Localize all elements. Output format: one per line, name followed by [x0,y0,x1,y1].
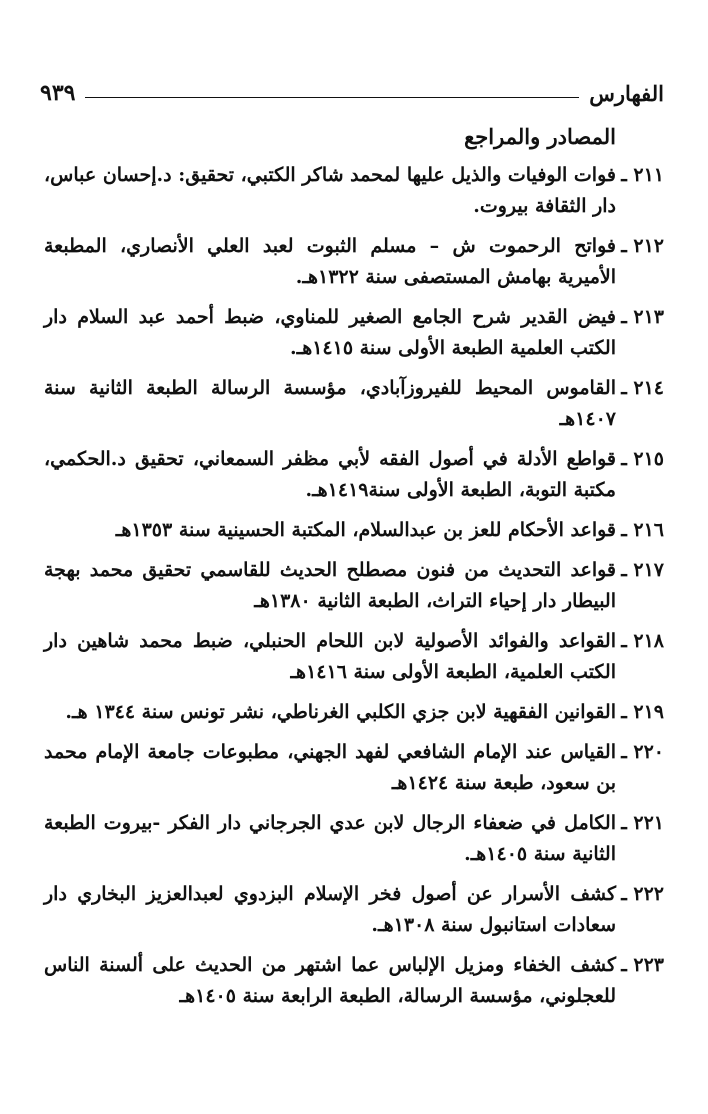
reference-entry [44,373,664,435]
reference-entry [44,626,664,688]
entry-number: ٢١٤ ـ [621,377,664,399]
reference-entry [44,697,664,728]
header-rule [85,97,579,98]
reference-entry [44,808,664,870]
entry-number: ٢٢١ ـ [621,812,664,834]
entry-text: كشف الخفاء ومزيل الإلباس عما اشتهر من الحديث على ألسنة الناس للعجلوني، مؤسسة الرسالة، الطبعة الرابعة سنة ١٤٠٥هـ [44,954,616,1007]
entry-number: ٢١٧ ـ [621,559,664,581]
entry-text: القواعد والفوائد الأصولية لابن اللحام الحنبلي، ضبط محمد شاهين دار الكتب العلمية، الطبعة الأولى سنة ١٤١٦هـ [44,630,616,683]
entry-number: ٢١١ ـ [621,164,664,186]
entry-text: فوات الوفيات والذيل عليها لمحمد شاكر الكتبي، تحقيق: د.إحسان عباس، دار الثقافة بيروت. [44,164,616,217]
entry-number: ٢٢٣ ـ [621,954,664,976]
entry-number: ٢١٩ ـ [621,701,664,723]
entry-text: قواطع الأدلة في أصول الفقه لأبي مظفر السمعاني، تحقيق د.الحكمي، مكتبة التوبة، الطبعة الأولى سنة١٤١٩هـ. [44,448,616,501]
entry-text: القياس عند الإمام الشافعي لفهد الجهني، مطبوعات جامعة الإمام محمد بن سعود، طبعة سنة ١٤٢٤هـ [44,741,616,794]
entry-number: ٢٢٢ ـ [621,883,664,905]
entry-text: فواتح الرحموت ش – مسلم الثبوت لعبد العلي الأنصاري، المطبعة الأميرية بهامش المستصفى سنة ١٣٢٢هـ. [44,235,616,288]
reference-entry [44,515,664,546]
reference-entry [44,737,664,799]
page-number: ٩٣٩ [40,80,76,106]
entry-number: ٢١٣ ـ [621,306,664,328]
entry-text: كشف الأسرار عن أصول فخر الإسلام البزدوي لعبدالعزيز البخاري دار سعادات استانبول سنة ١٣٠٨هـ. [44,883,616,936]
reference-entry [44,160,664,222]
reference-entry [44,302,664,364]
entry-text: قواعد الأحكام للعز بن عبدالسلام، المكتبة الحسينية سنة ١٣٥٣هـ [115,519,616,541]
entry-number: ٢١٥ ـ [621,448,664,470]
entry-number: ٢١٢ ـ [621,235,664,257]
section-title: المصادر والمراجع [464,124,616,149]
reference-entry [44,879,664,941]
entry-text: القاموس المحيط للفيروزآبادي، مؤسسة الرسالة الطبعة الثانية سنة ١٤٠٧هـ [44,377,616,430]
reference-entry [44,555,664,617]
reference-entry [44,231,664,293]
entry-text: فيض القدير شرح الجامع الصغير للمناوي، ضبط أحمد عبد السلام دار الكتب العلمية الطبعة الأولى سنة ١٤١٥هـ. [44,306,616,359]
reference-entry [44,444,664,506]
references-list [44,160,664,1021]
entry-text: القوانين الفقهية لابن جزي الكلبي الغرناطي، نشر تونس سنة ١٣٤٤ هـ. [65,701,616,723]
entry-text: قواعد التحديث من فنون مصطلح الحديث للقاسمي تحقيق محمد بهجة البيطار دار إحياء التراث، الطبعة الثانية ١٣٨٠هـ [44,559,616,612]
running-title: الفهارس [589,81,664,106]
entry-number: ٢١٨ ـ [621,630,664,652]
entry-number: ٢٢٠ ـ [621,741,664,763]
reference-entry [44,950,664,1012]
entry-text: الكامل في ضعفاء الرجال لابن عدي الجرجاني دار الفكر -بيروت الطبعة الثانية سنة ١٤٠٥هـ. [44,812,616,865]
entry-number: ٢١٦ ـ [621,519,664,541]
page-header [40,70,664,104]
